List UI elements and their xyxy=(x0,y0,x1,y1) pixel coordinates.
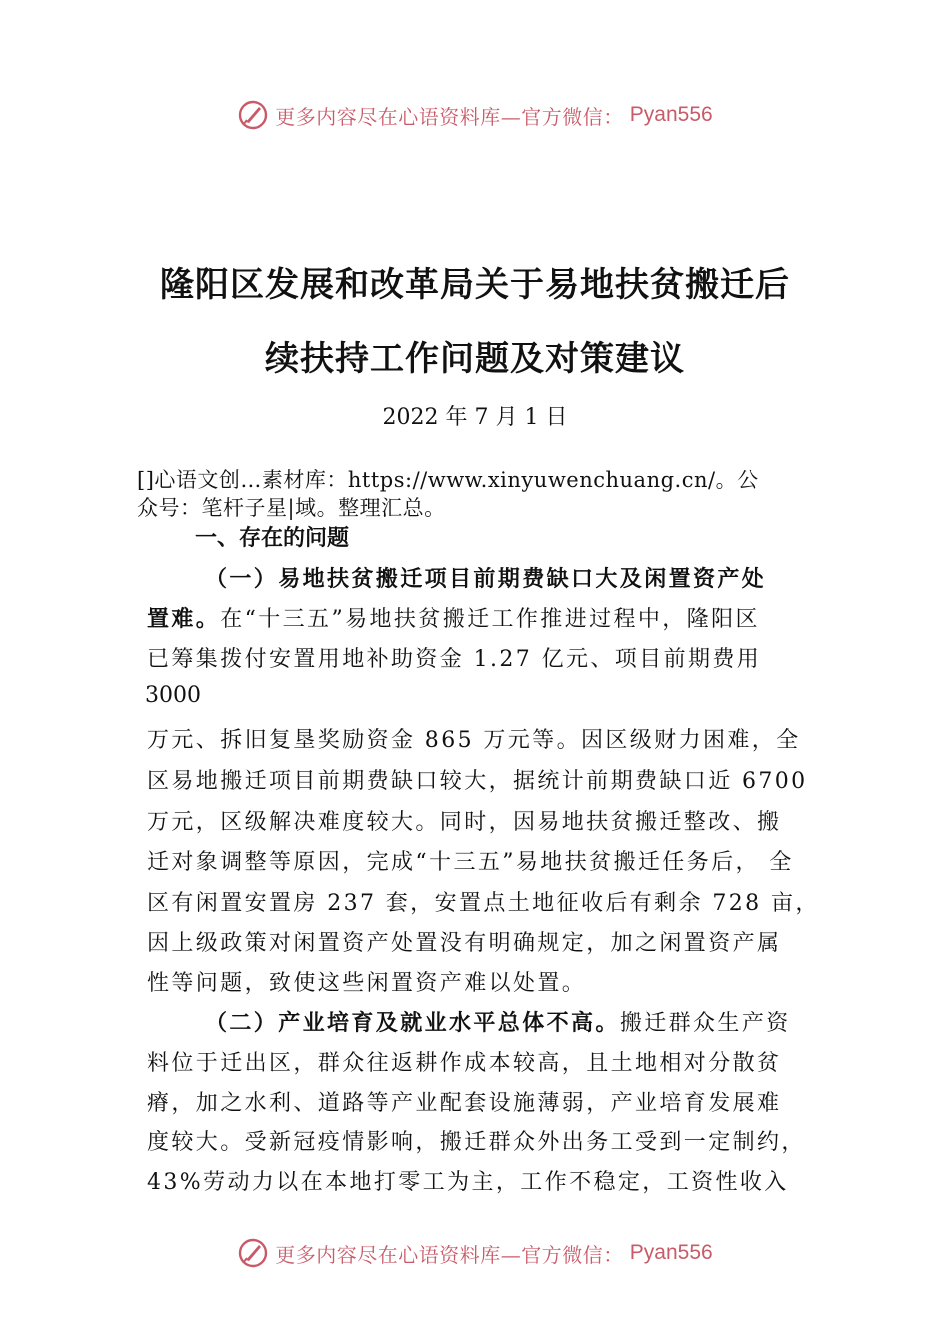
p2-line-4: 度较大。受新冠疫情影响，搬迁群众外出务工受到一定制约， xyxy=(147,1130,806,1155)
source-line-1: []心语文创…素材库：https://www.xinyuwenchuang.cn/。公 xyxy=(137,468,759,492)
quill-logo-icon xyxy=(237,99,269,131)
source-line-2: 众号：笔杆子星|域。整理汇总。 xyxy=(137,496,446,520)
p1-line-6: 区易地搬迁项目前期费缺口较大，据统计前期费缺口近 6700 xyxy=(147,769,808,794)
doc-date: 2022 年 7 月 1 日 xyxy=(382,405,568,430)
p1-heading: （一）易地扶贫搬迁项目前期费缺口大及闲置资产处 xyxy=(205,566,767,592)
p1-line-2 xyxy=(147,602,760,633)
p2-line-5: 43%劳动力以在本地打零工为主，工作不稳定，工资性收入 xyxy=(147,1170,789,1195)
banner-text: 更多内容尽在心语资料库—官方微信： xyxy=(275,104,624,129)
banner-wechat-id: Pyan556 xyxy=(629,1241,713,1264)
section-heading: 一、存在的问题 xyxy=(195,526,350,551)
header-banner xyxy=(0,97,950,133)
p1-line-10: 因上级政策对闲置资产处置没有明确规定，加之闲置资产属 xyxy=(147,931,782,956)
p1-line-8: 迁对象调整等原因，完成“十三五”易地扶贫搬迁任务后， 全 xyxy=(147,850,794,875)
p1-line-9: 区有闲置安置房 237 套，安置点土地征收后有剩余 728 亩， xyxy=(147,891,820,916)
p1-line-7: 万元，区级解决难度较大。同时，因易地扶贫搬迁整改、搬 xyxy=(147,810,782,835)
p2-line-3: 瘠，加之水利、道路等产业配套设施薄弱，产业培育发展难 xyxy=(147,1091,782,1116)
quill-logo-icon xyxy=(237,1237,269,1269)
p2-heading: （二）产业培育及就业水平总体不高。 xyxy=(205,1010,620,1036)
p2-line-2: 料位于迁出区，群众往返耕作成本较高，且土地相对分散贫 xyxy=(147,1051,782,1076)
doc-title-line-1: 隆阳区发展和改革局关于易地扶贫搬迁后 xyxy=(160,265,790,305)
p1-line-2-text: 在“十三五”易地扶贫搬迁工作推进过程中，隆阳区 xyxy=(220,607,760,632)
p2-line-1 xyxy=(205,1006,791,1037)
p1-line-3: 已筹集拨付安置用地补助资金 1.27 亿元、项目前期费用 xyxy=(147,647,762,672)
banner-text: 更多内容尽在心语资料库—官方微信： xyxy=(275,1242,624,1267)
p1-line-11: 性等问题，致使这些闲置资产难以处置。 xyxy=(147,971,587,996)
p1-line-4: 3000 xyxy=(145,683,201,708)
footer-banner xyxy=(0,1235,950,1271)
p1-heading-end: 置难。 xyxy=(147,606,221,632)
doc-title-line-2: 续扶持工作问题及对策建议 xyxy=(265,339,685,379)
p1-line-5: 万元、拆旧复垦奖励资金 865 万元等。因区级财力困难，全 xyxy=(147,728,801,753)
banner-wechat-id: Pyan556 xyxy=(629,103,713,126)
p2-line-1-text: 搬迁群众生产资 xyxy=(619,1011,791,1036)
